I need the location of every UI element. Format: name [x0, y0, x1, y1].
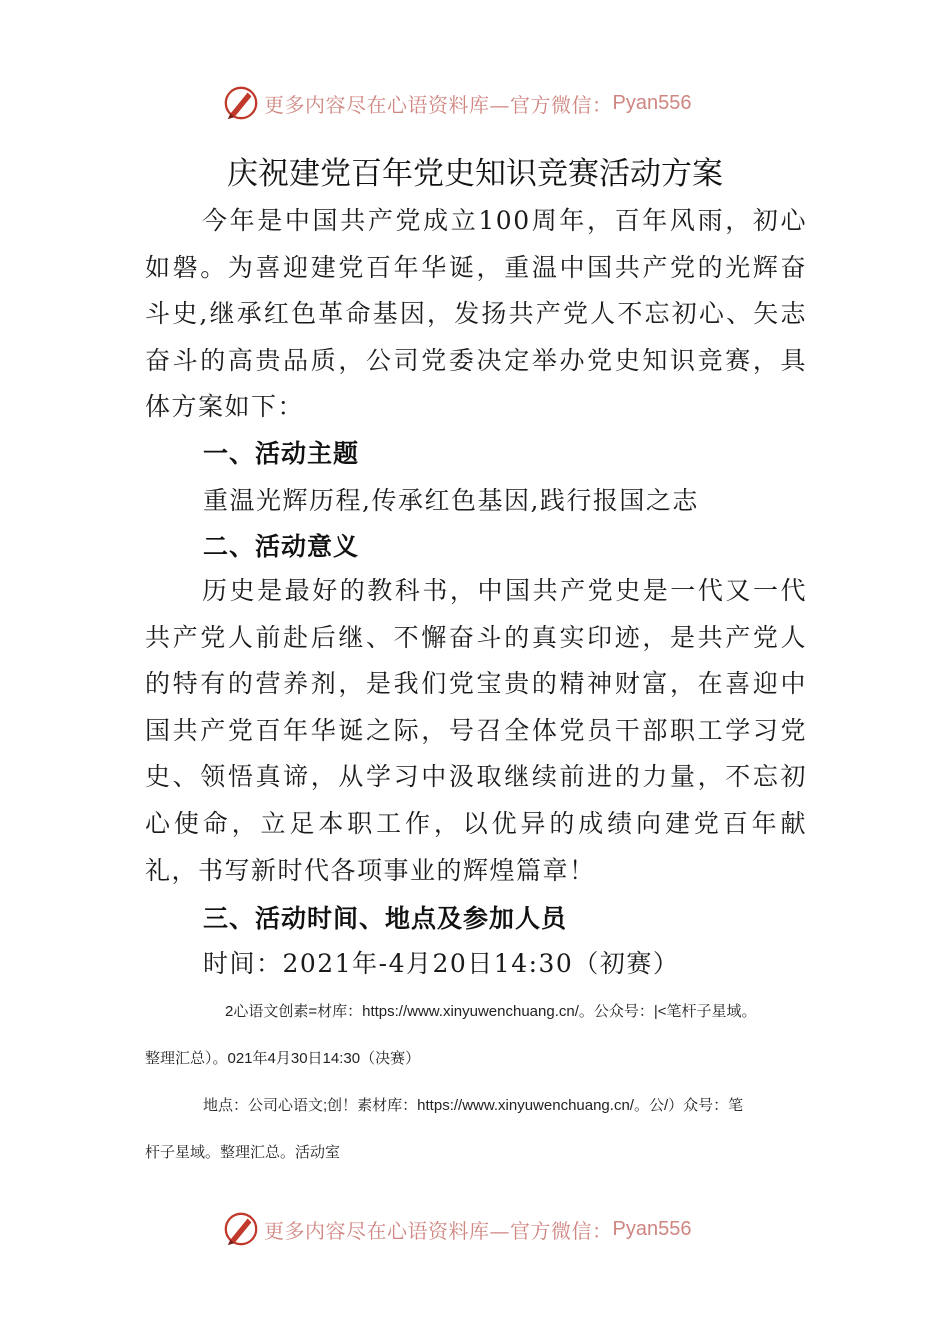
pen-logo-icon: [222, 1210, 260, 1248]
header-banner: [222, 83, 691, 123]
note-line-3: 地点：公司心语文;创！素材库：https://www.xinyuwenchuang.cn/。公/）众号：笔: [203, 1097, 744, 1114]
theme-text: 重温光辉历程,传承红色基因,践行报国之志: [203, 486, 699, 515]
intro-paragraph: 今年是中国共产党成立100周年，百年风雨，初心如磐。为喜迎建党百年华诞，重温中国共产党的光辉奋斗史,继承红色革命基因，发扬共产党人不忘初心、矢志奋斗的高贵品质，公司党委决定举办党史知识竞赛，具体方案如下：: [145, 206, 807, 422]
document-title: 庆祝建党百年党史知识竞赛活动方案: [227, 156, 723, 192]
section-heading-theme: 一、活动主题: [203, 439, 360, 468]
banner-text: 更多内容尽在心语资料库—官方微信：: [264, 92, 613, 117]
section-heading-significance: 二、活动意义: [203, 532, 360, 561]
pen-logo-icon: [222, 84, 260, 122]
banner-wechat-id: Pyan556: [612, 1217, 692, 1240]
banner-text: 更多内容尽在心语资料库—官方微信：: [264, 1218, 613, 1243]
note-line-2: 整理汇总）。021年4月30日14:30（决赛）: [145, 1050, 421, 1067]
section-heading-time-place: 三、活动时间、地点及参加人员: [203, 904, 568, 933]
time-line: 时间：2021年-4月20日14:30（初赛）: [203, 949, 680, 978]
footer-banner: [222, 1209, 691, 1249]
banner-wechat-id: Pyan556: [612, 91, 692, 114]
note-line-1: 2心语文创素=材库：https://www.xinyuwenchuang.cn/。公众号：|<笔杆子星域。: [225, 1003, 757, 1020]
significance-paragraph: 历史是最好的教科书，中国共产党史是一代又一代共产党人前赴后继、不懈奋斗的真实印迹，是共产党人的特有的营养剂，是我们党宝贵的精神财富，在喜迎中国共产党百年华诞之际，号召全体党员干部职工学习党史、领悟真谛，从学习中汲取继续前进的力量，不忘初心使命，立足本职工作，以优异的成绩向建党百年献礼，书写新时代各项事业的辉煌篇章！: [145, 576, 807, 885]
note-line-4: 杆子星域。整理汇总。活动室: [145, 1144, 341, 1161]
